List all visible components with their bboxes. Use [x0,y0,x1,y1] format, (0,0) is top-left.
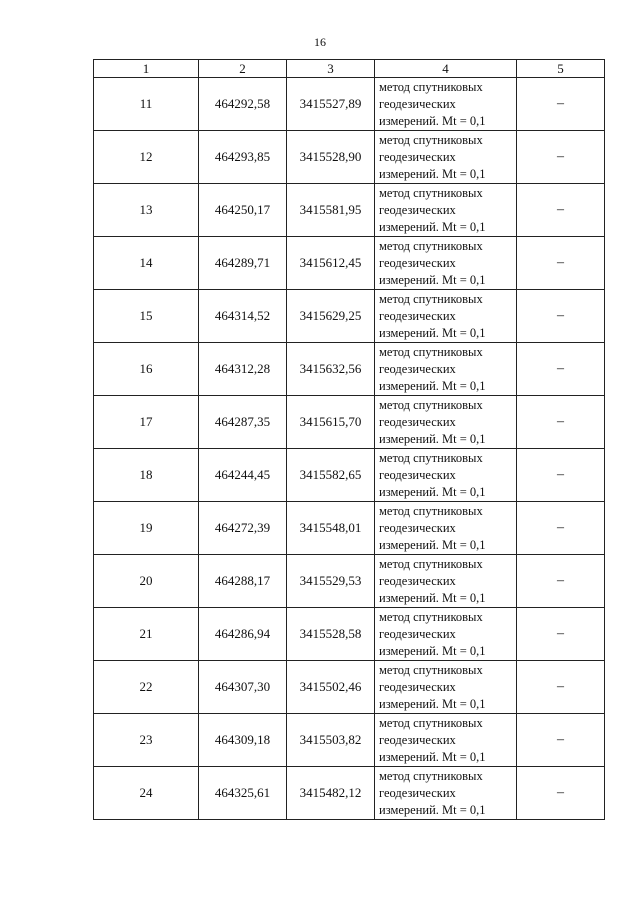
coordinate-y-cell: 3415581,95 [287,184,375,237]
page-number: 16 [314,35,326,49]
method-line: измерений. Mt = 0,1 [379,219,486,234]
method-cell [375,502,517,555]
point-number-cell: 23 [94,714,199,767]
coordinate-x-cell: 464244,45 [199,449,287,502]
method-cell [375,78,517,131]
method-line: метод спутниковых [379,79,483,94]
point-number-cell: 14 [94,237,199,290]
method-line: геодезических [379,414,456,429]
table-row [94,767,605,820]
point-number-cell: 18 [94,449,199,502]
method-line: измерений. Mt = 0,1 [379,643,486,658]
point-number-cell: 22 [94,661,199,714]
note-cell: – [517,555,605,608]
method-line: измерений. Mt = 0,1 [379,113,486,128]
method-line: метод спутниковых [379,185,483,200]
note-cell: – [517,396,605,449]
coordinate-x-cell: 464289,71 [199,237,287,290]
method-cell [375,290,517,343]
table-row [94,343,605,396]
method-line: геодезических [379,679,456,694]
method-line: геодезических [379,308,456,323]
column-header-4: 4 [375,60,517,78]
coordinate-x-cell: 464288,17 [199,555,287,608]
method-line: метод спутниковых [379,132,483,147]
point-number-cell: 17 [94,396,199,449]
coordinate-x-cell: 464250,17 [199,184,287,237]
note-cell: – [517,290,605,343]
method-line: измерений. Mt = 0,1 [379,431,486,446]
method-line: метод спутниковых [379,503,483,518]
coordinate-x-cell: 464325,61 [199,767,287,820]
method-line: измерений. Mt = 0,1 [379,378,486,393]
method-cell [375,131,517,184]
point-number-cell: 20 [94,555,199,608]
method-line: измерений. Mt = 0,1 [379,484,486,499]
table-header-row [94,60,605,78]
note-cell: – [517,714,605,767]
method-line: метод спутниковых [379,715,483,730]
coordinate-y-cell: 3415632,56 [287,343,375,396]
method-line: метод спутниковых [379,662,483,677]
method-line: геодезических [379,96,456,111]
point-number-cell: 19 [94,502,199,555]
method-cell [375,661,517,714]
coordinate-y-cell: 3415529,53 [287,555,375,608]
method-line: геодезических [379,785,456,800]
note-cell: – [517,661,605,714]
coordinate-x-cell: 464314,52 [199,290,287,343]
coordinate-x-cell: 464312,28 [199,343,287,396]
note-cell: – [517,184,605,237]
coordinate-x-cell: 464307,30 [199,661,287,714]
coordinate-y-cell: 3415615,70 [287,396,375,449]
method-cell [375,555,517,608]
method-line: метод спутниковых [379,344,483,359]
coordinate-y-cell: 3415528,58 [287,608,375,661]
method-line: измерений. Mt = 0,1 [379,696,486,711]
method-line: геодезических [379,732,456,747]
method-line: измерений. Mt = 0,1 [379,749,486,764]
method-cell [375,184,517,237]
method-line: метод спутниковых [379,556,483,571]
table-body [94,78,605,820]
coordinate-x-cell: 464309,18 [199,714,287,767]
coordinate-x-cell: 464292,58 [199,78,287,131]
note-cell: – [517,502,605,555]
method-cell [375,449,517,502]
coordinate-y-cell: 3415528,90 [287,131,375,184]
method-line: геодезических [379,626,456,641]
method-cell [375,608,517,661]
method-cell [375,767,517,820]
point-number-cell: 11 [94,78,199,131]
table-row [94,555,605,608]
note-cell: – [517,449,605,502]
method-line: геодезических [379,520,456,535]
table-row [94,396,605,449]
column-header-3: 3 [287,60,375,78]
note-cell: – [517,78,605,131]
point-number-cell: 21 [94,608,199,661]
table-row [94,661,605,714]
table-row [94,78,605,131]
coordinate-y-cell: 3415503,82 [287,714,375,767]
method-line: метод спутниковых [379,291,483,306]
method-line: измерений. Mt = 0,1 [379,590,486,605]
method-line: геодезических [379,361,456,376]
table-row [94,131,605,184]
method-line: метод спутниковых [379,450,483,465]
method-line: измерений. Mt = 0,1 [379,166,486,181]
method-cell [375,714,517,767]
coordinate-x-cell: 464293,85 [199,131,287,184]
column-header-1: 1 [94,60,199,78]
note-cell: – [517,767,605,820]
point-number-cell: 24 [94,767,199,820]
method-line: геодезических [379,255,456,270]
point-number-cell: 13 [94,184,199,237]
coordinate-x-cell: 464286,94 [199,608,287,661]
coordinates-table [93,59,605,820]
note-cell: – [517,343,605,396]
method-cell [375,237,517,290]
method-line: измерений. Mt = 0,1 [379,272,486,287]
method-line: метод спутниковых [379,397,483,412]
method-line: геодезических [379,202,456,217]
method-line: геодезических [379,573,456,588]
table-row [94,502,605,555]
table-row [94,608,605,661]
table-row [94,449,605,502]
coordinate-y-cell: 3415548,01 [287,502,375,555]
point-number-cell: 15 [94,290,199,343]
method-line: геодезических [379,467,456,482]
method-cell [375,396,517,449]
coordinate-x-cell: 464287,35 [199,396,287,449]
coordinate-x-cell: 464272,39 [199,502,287,555]
table-row [94,714,605,767]
coordinate-y-cell: 3415629,25 [287,290,375,343]
method-cell [375,343,517,396]
method-line: измерений. Mt = 0,1 [379,325,486,340]
coordinate-y-cell: 3415612,45 [287,237,375,290]
note-cell: – [517,237,605,290]
method-line: метод спутниковых [379,609,483,624]
table-row [94,237,605,290]
column-header-2: 2 [199,60,287,78]
note-cell: – [517,131,605,184]
table-row [94,184,605,237]
method-line: геодезических [379,149,456,164]
method-line: измерений. Mt = 0,1 [379,537,486,552]
coordinate-y-cell: 3415482,12 [287,767,375,820]
note-cell: – [517,608,605,661]
coordinate-y-cell: 3415582,65 [287,449,375,502]
point-number-cell: 16 [94,343,199,396]
column-header-5: 5 [517,60,605,78]
point-number-cell: 12 [94,131,199,184]
coordinate-y-cell: 3415502,46 [287,661,375,714]
method-line: метод спутниковых [379,238,483,253]
coordinate-y-cell: 3415527,89 [287,78,375,131]
table-row [94,290,605,343]
method-line: метод спутниковых [379,768,483,783]
method-line: измерений. Mt = 0,1 [379,802,486,817]
